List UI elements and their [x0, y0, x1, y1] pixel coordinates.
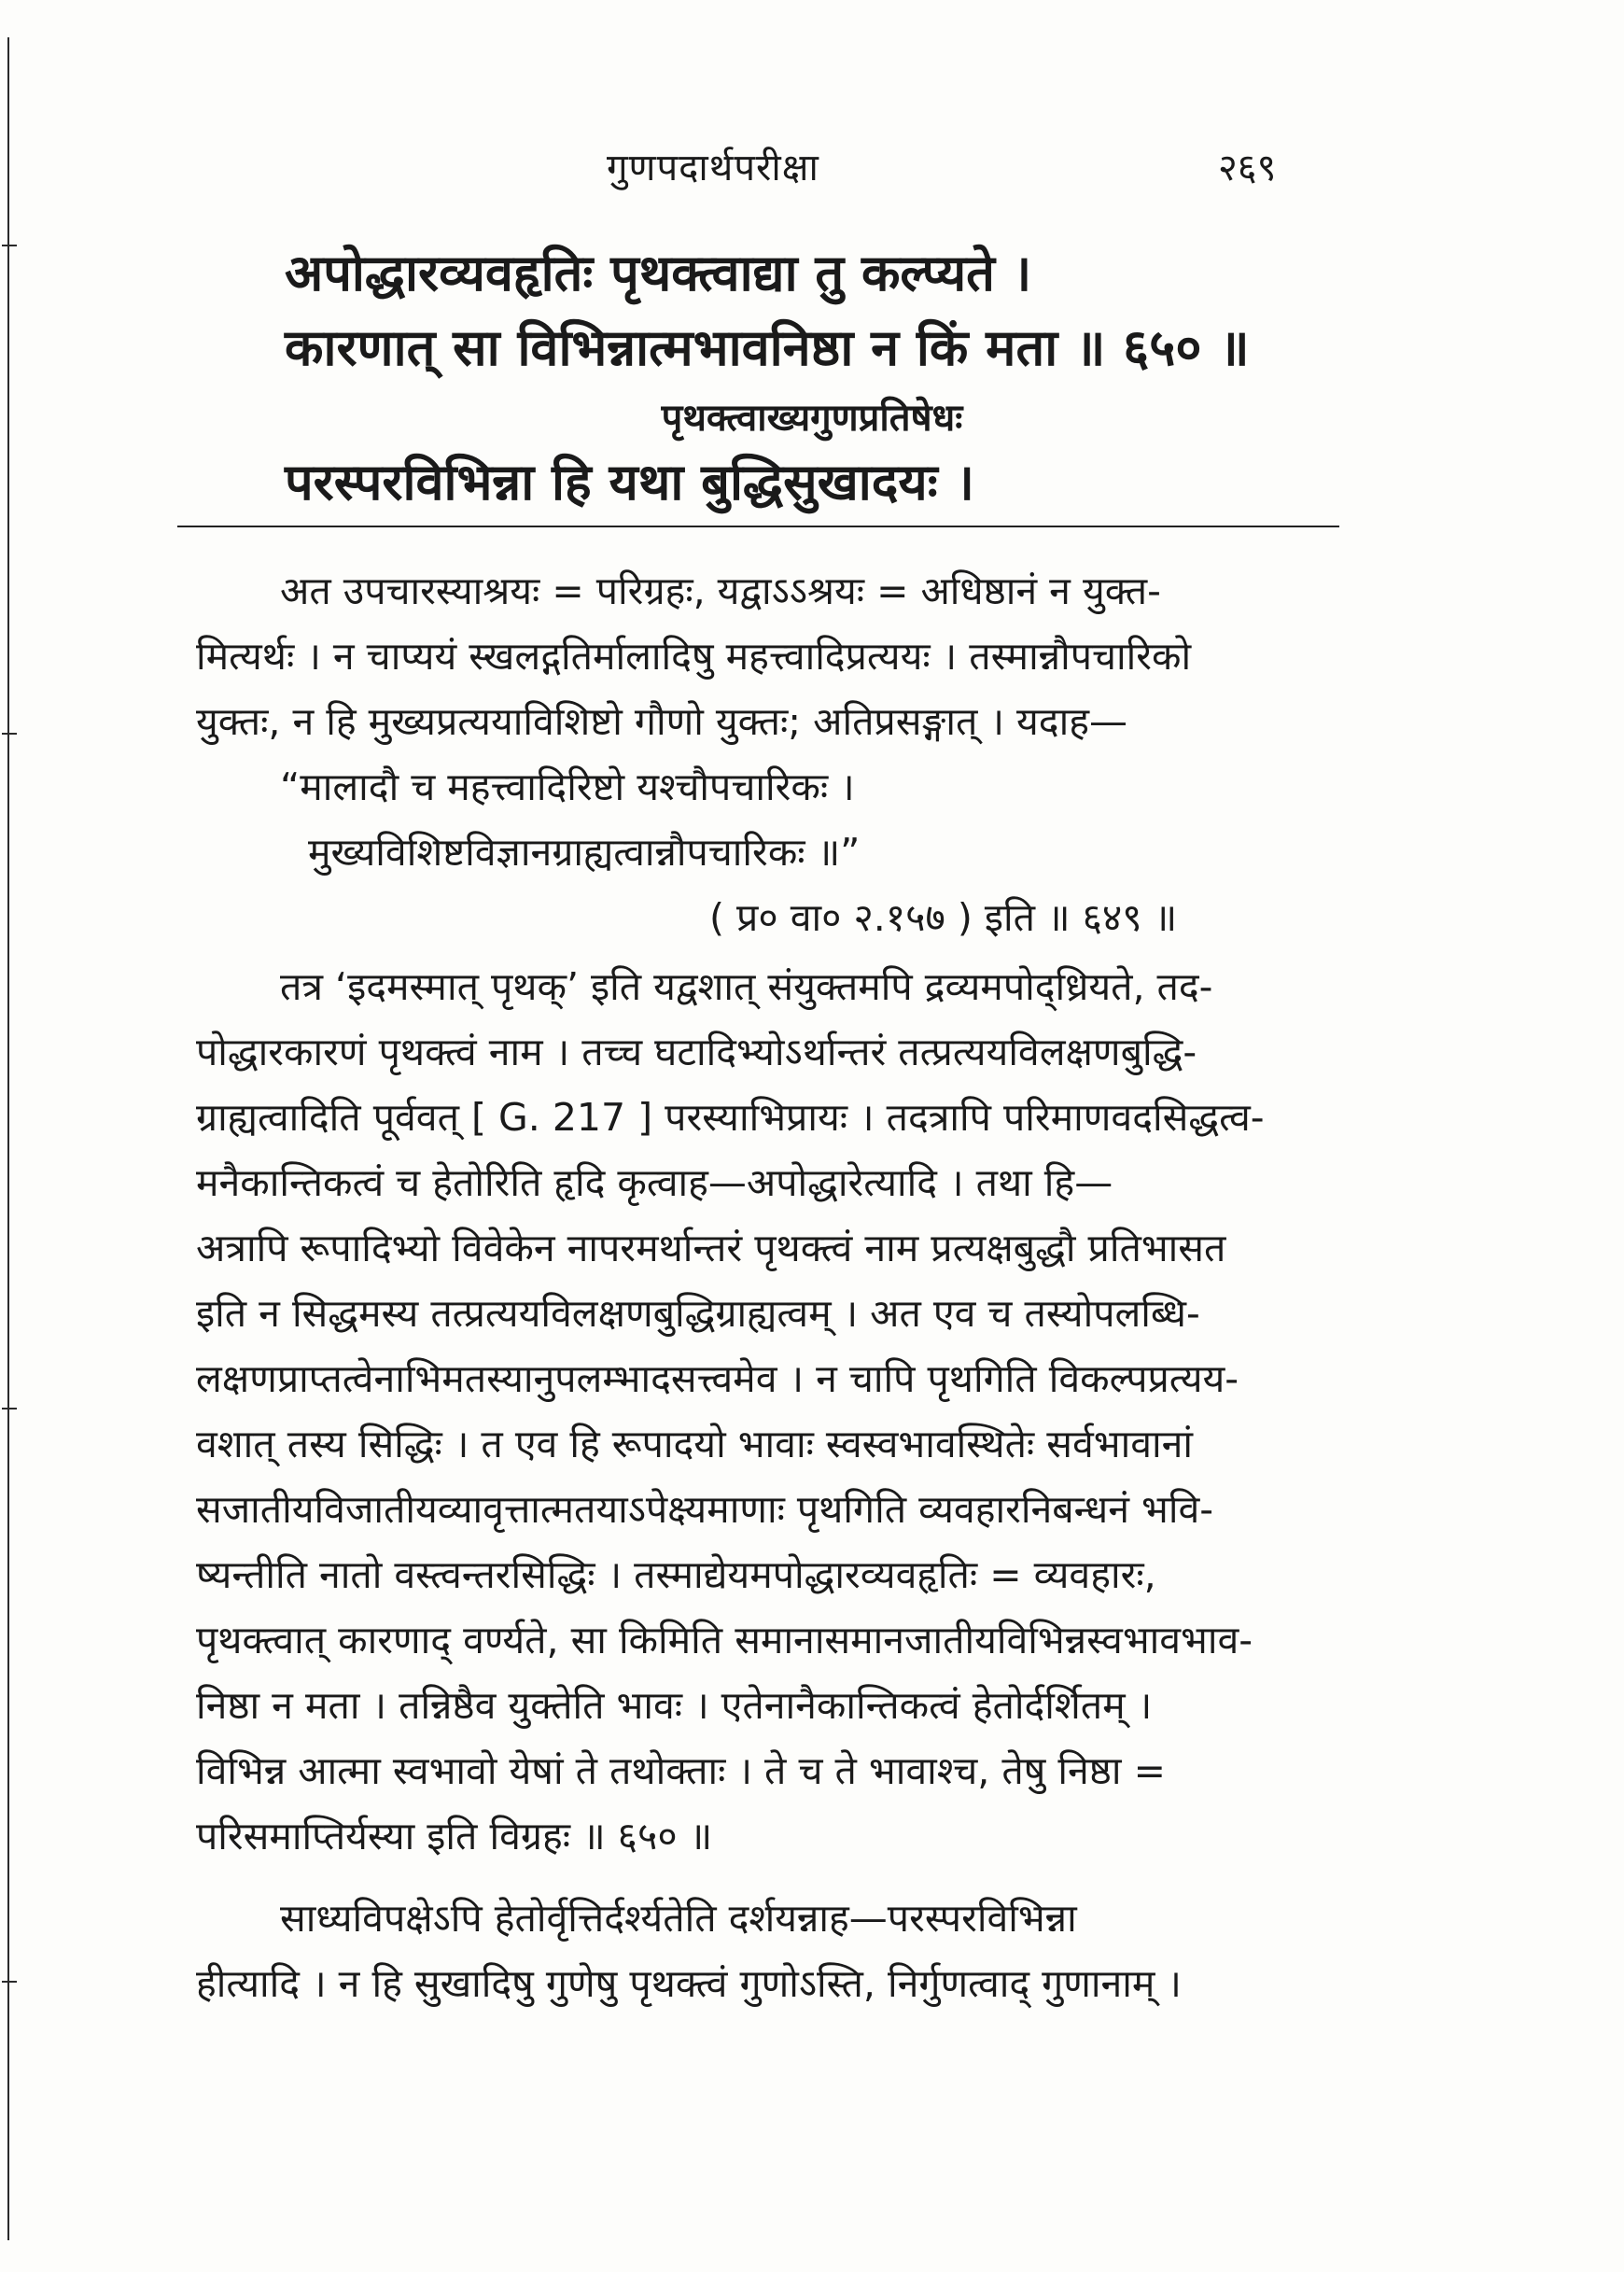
page-number: २६९	[1218, 147, 1277, 189]
commentary-line: अत उपचारस्याश्रयः = परिग्रहः, यद्वाऽऽश्रयः = अधिष्ठानं न युक्त-	[280, 568, 1161, 613]
running-title: गुणपदार्थपरीक्षा	[607, 147, 819, 189]
commentary-line: इति न सिद्धमस्य तत्प्रत्ययविलक्षणबुद्धिग्राह्यत्वम् । अत एव च तस्योपलब्धि-	[196, 1291, 1200, 1336]
commentary-line: मित्यर्थः । न चाप्ययं स्खलद्गतिर्मालादिषु महत्त्वादिप्रत्ययः । तस्मान्नौपचारिको	[196, 634, 1192, 679]
verse-line: अपोद्धारव्यवहृतिः पृथक्त्वाद्या तु कल्प्यते ।	[285, 244, 1032, 302]
commentary-line: सजातीयविजातीयव्यावृत्तात्मतयाऽपेक्ष्यमाणाः पृथगिति व्यवहारनिबन्धनं भवि-	[196, 1487, 1214, 1532]
commentary-line: वशात् तस्य सिद्धिः । त एव हि रूपादयो भावाः स्वस्वभावस्थितेः सर्वभावानां	[196, 1422, 1193, 1466]
commentary-line: युक्तः, न हि मुख्यप्रत्ययाविशिष्टो गौणो युक्तः; अतिप्रसङ्गात् । यदाह—	[196, 699, 1127, 744]
citation-line: ( प्र० वा० २.१५७ ) इति ॥ ६४९ ॥	[709, 895, 1178, 940]
commentary-line: साध्यविपक्षेऽपि हेतोर्वृत्तिर्दर्श्यतेति दर्शयन्नाह—परस्परविभिन्ना	[280, 1896, 1077, 1941]
verse-line: कारणात् सा विभिन्नात्मभावनिष्ठा न किं मता ॥ ६५० ॥	[285, 318, 1250, 377]
running-header	[0, 140, 1624, 196]
commentary-line: लक्षणप्राप्तत्वेनाभिमतस्यानुपलम्भादसत्त्वमेव । न चापि पृथगिति विकल्पप्रत्यय-	[196, 1356, 1239, 1401]
quotation-line: मुख्यविशिष्टविज्ञानग्राह्यत्वान्नौपचारिकः ॥”	[308, 830, 861, 875]
section-heading: पृथक्त्वाख्यगुणप्रतिषेधः	[661, 397, 963, 440]
binding-mark	[2, 245, 17, 246]
commentary-line: हीत्यादि । न हि सुखादिषु गुणेषु पृथक्त्वं गुणोऽस्ति, निर्गुणत्वाद् गुणानाम् ।	[196, 1961, 1182, 2006]
commentary-line: ग्राह्यत्वादिति पूर्ववत् [ G. 217 ] परस्याभिप्रायः । तदत्रापि परिमाणवदसिद्धत्व-	[196, 1095, 1265, 1140]
commentary-line: पोद्धारकारणं पृथक्त्वं नाम । तच्च घटादिभ्योऽर्थान्तरं तत्प्रत्ययविलक्षणबुद्धि-	[196, 1030, 1197, 1074]
quotation-line: “मालादौ च महत्त्वादिरिष्टो यश्चौपचारिकः ।	[280, 764, 855, 809]
commentary-line: मनैकान्तिकत्वं च हेतोरिति हृदि कृत्वाह—अपोद्धारेत्यादि । तथा हि—	[196, 1160, 1113, 1205]
binding-line	[7, 37, 9, 2240]
commentary-line: विभिन्न आत्मा स्वभावो येषां ते तथोक्ताः । ते च ते भावाश्च, तेषु निष्ठा =	[196, 1748, 1166, 1793]
binding-mark	[2, 1981, 17, 1983]
binding-mark	[2, 733, 17, 735]
binding-mark	[2, 1408, 17, 1409]
commentary-line: ष्यन्तीति नातो वस्त्वन्तरसिद्धिः । तस्माद्येयमपोद्धारव्यवहृतिः = व्यवहारः,	[196, 1552, 1156, 1597]
commentary-line: परिसमाप्तिर्यस्या इति विग्रहः ॥ ६५० ॥	[196, 1814, 713, 1858]
commentary-line: पृथक्त्वात् कारणाद् वर्ण्यते, सा किमिति समानासमानजातीयविभिन्नस्वभावभाव-	[196, 1618, 1253, 1662]
commentary-line: तत्र ‘इदमस्मात् पृथक्’ इति यद्वशात् संयुक्तमपि द्रव्यमपोद्ध्रियते, तद-	[280, 964, 1213, 1009]
commentary-line: अत्रापि रूपादिभ्यो विवेकेन नापरमर्थान्तरं पृथक्त्वं नाम प्रत्यक्षबुद्धौ प्रतिभासत	[196, 1226, 1226, 1270]
verse-line: परस्परविभिन्ना हि यथा बुद्धिसुखादयः ।	[285, 453, 974, 512]
commentary-line: निष्ठा न मता । तन्निष्ठैव युक्तेति भावः । एतेनानैकान्तिकत्वं हेतोर्दर्शितम् ।	[196, 1683, 1153, 1728]
separator-rule	[177, 526, 1339, 527]
